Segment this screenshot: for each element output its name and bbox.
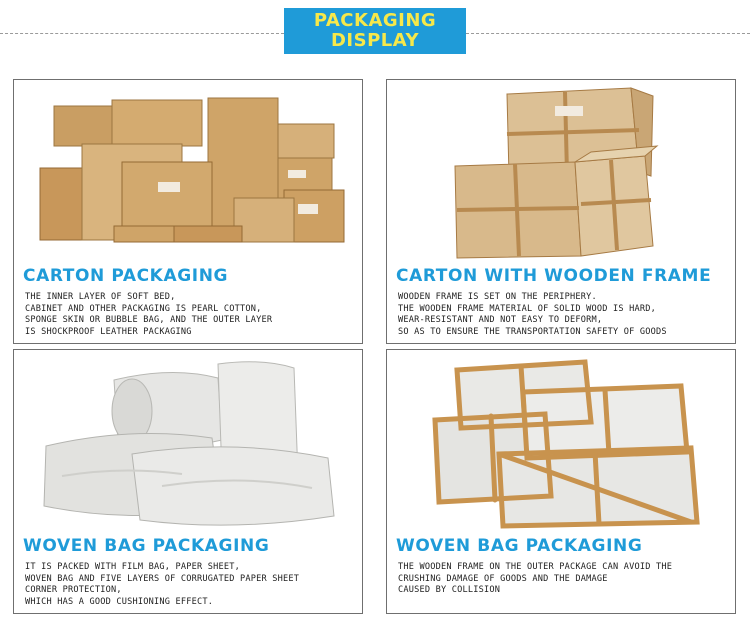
header-divider-right [466,33,750,34]
panel-description [25,292,355,338]
description-line: WHICH HAS A GOOD CUSHIONING EFFECT. [25,596,214,607]
description-line: SO AS TO ENSURE THE TRANSPORTATION SAFETY OF GOODS [398,326,667,337]
wooden-frame-woven-bag-image [395,356,727,531]
description-line: CABINET AND OTHER PACKAGING IS PEARL COTTON, [25,303,262,314]
panel-title: CARTON WITH WOODEN FRAME [396,266,712,286]
header-divider-left [0,33,284,34]
panel-title: CARTON PACKAGING [23,266,229,286]
section-title-line1: PACKAGING [313,10,437,31]
panel-woven-bag-packaging [13,349,363,614]
section-title-line2: DISPLAY [330,30,419,51]
description-line: IS SHOCKPROOF LEATHER PACKAGING [25,326,192,337]
description-line: SPONGE SKIN OR BUBBLE BAG, AND THE OUTER LAYER [25,315,273,326]
panel-description [398,292,728,338]
description-line: THE INNER LAYER OF SOFT BED, [25,292,176,302]
description-line: CRUSHING DAMAGE OF GOODS AND THE DAMAGE [398,573,608,584]
panel-woven-bag-wooden-frame [386,349,736,614]
panel-title: WOVEN BAG PACKAGING [23,536,270,556]
carton-boxes-image [22,86,354,261]
description-line: THE WOODEN FRAME ON THE OUTER PACKAGE CAN AVOID THE [398,562,673,572]
panel-carton-wooden-frame [386,79,736,344]
description-line: THE WOODEN FRAME MATERIAL OF SOLID WOOD IS HARD, [398,303,656,314]
panel-description [398,562,728,597]
description-line: CORNER PROTECTION, [25,585,122,596]
panel-title: WOVEN BAG PACKAGING [396,536,643,556]
woven-bag-wrapped-image [22,356,354,531]
section-title-banner [284,8,466,54]
wooden-frame-crates-image [395,86,727,261]
description-line: WEAR-RESISTANT AND NOT EASY TO DEFORM, [398,315,603,326]
description-line: WOVEN BAG AND FIVE LAYERS OF CORRUGATED PAPER SHEET [25,573,300,584]
description-line: CAUSED BY COLLISION [398,585,501,596]
panel-description [25,562,355,608]
panel-carton-packaging [13,79,363,344]
description-line: WOODEN FRAME IS SET ON THE PERIPHERY. [398,292,597,302]
description-line: IT IS PACKED WITH FILM BAG, PAPER SHEET, [25,562,240,572]
